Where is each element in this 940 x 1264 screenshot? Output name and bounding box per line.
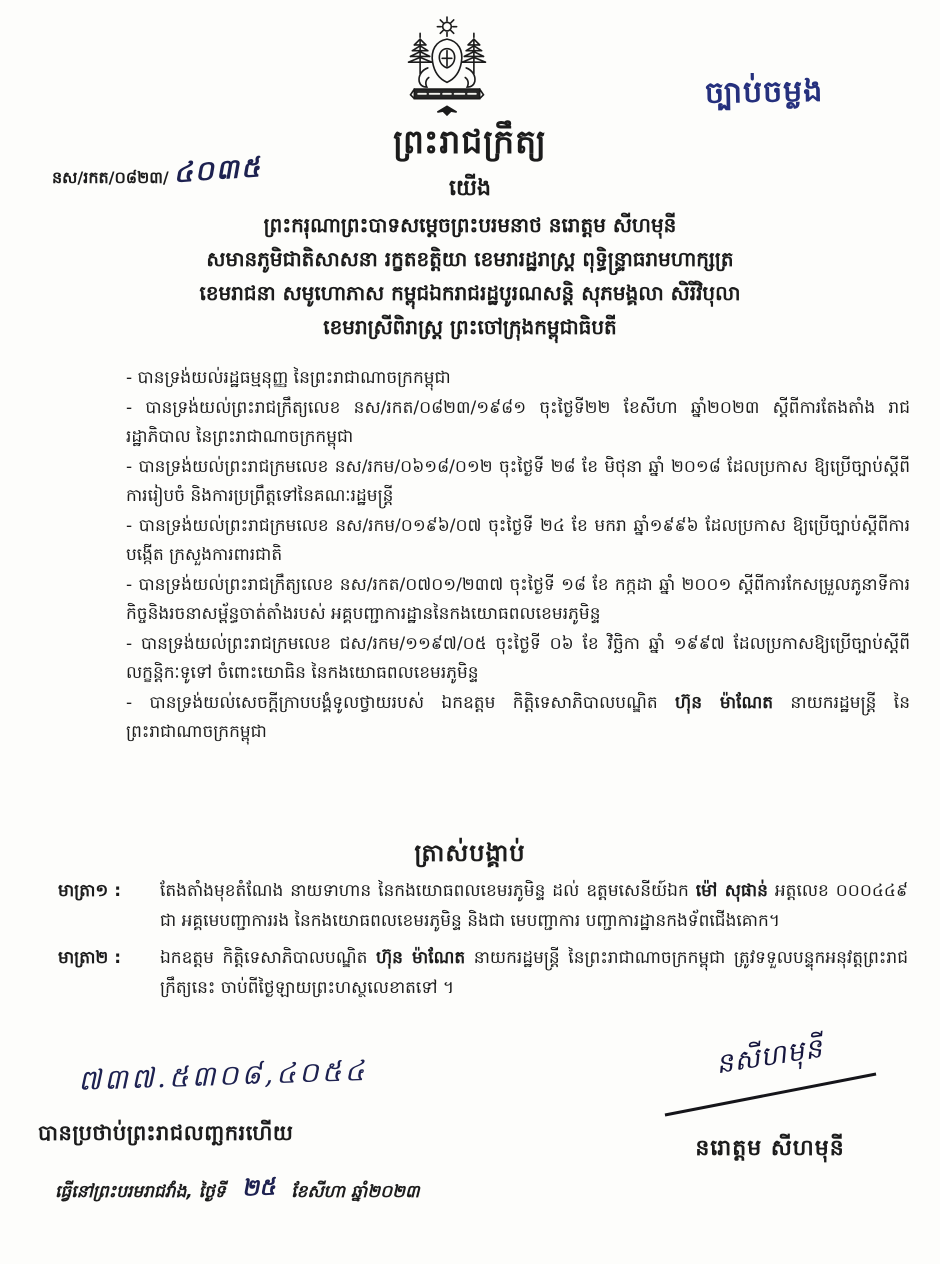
royal-title-line: ខេមរាស្រីពិរាស្ត្រ ព្រះចៅក្រុងកម្ពុជាធិបតី	[323, 315, 617, 339]
royal-title-line: សមានភូមិជាតិសាសនា រក្ខតខត្តិយា ខេមរារដ្ឋរាស្ត្រ ពុទ្ធិន្ទ្រាធរាមហាក្សត្រ	[206, 247, 734, 271]
prime-minister-name: ហ៊ុន ម៉ាណែត	[375, 948, 466, 968]
place-date-line	[55, 1173, 420, 1209]
central-shield	[432, 39, 462, 82]
article-1	[58, 876, 908, 936]
motto-banner	[411, 89, 484, 99]
appointee-name: ម៉ៅ សុផាន់	[695, 881, 768, 901]
sun-rays	[437, 17, 456, 36]
royal-signature-script: នសីហមុនី	[713, 1032, 826, 1081]
seal-affixed-statement: បានប្រថាប់ព្រះរាជលញ្ឆករហើយ	[38, 1121, 294, 1145]
article-1-pre: តែងតាំងមុខតំណែង នាយទាហាន នៃកងយោធពលខេមរភូមិន្ទ ដល់ ឧត្តមសេនីយ៍ឯក	[160, 881, 696, 901]
preamble-item7-pre: - បានទ្រង់យល់សេចក្តីក្រាបបង្គំទូលថ្វាយរបស់ ឯកឧត្តម កិត្តិទេសាភិបាលបណ្ឌិត	[126, 693, 676, 713]
articles-block	[58, 876, 908, 1010]
royal-titles-block	[0, 208, 940, 344]
article-1-text	[160, 876, 908, 936]
decree-heading: ត្រាស់បង្គាប់	[414, 839, 526, 867]
prime-minister-name: ហ៊ុន ម៉ាណែត	[675, 693, 774, 713]
royal-we-label: យើង	[449, 176, 491, 201]
place-date-prefix: ធ្វើនៅព្រះបរមរាជវាំង, ថ្ងៃទី	[55, 1182, 226, 1202]
preamble-item: - បានទ្រង់យល់ព្រះរាជក្រមលេខ នស/រកម/០១៩៦/០៧ ចុះថ្ងៃទី ២៤ ខែ មករា ឆ្នាំ១៩៩៦ ដែលប្រកាស ឱ្យប្រើច្បាប់ស្តីពីការបង្កើត ក្រសួងការពារជាតិ	[126, 516, 910, 565]
article-1-label: មាត្រា១ :	[58, 881, 122, 901]
place-date-suffix: ខែសីហា ឆ្នាំ២០២៣	[291, 1182, 420, 1202]
preamble-item	[126, 689, 910, 747]
article-2-label: មាត្រា២ :	[58, 948, 122, 968]
preamble-item: - បានទ្រង់យល់ព្រះរាជក្រមលេខ នស/រកម/០៦១៨/០១២ ចុះថ្ងៃទី ២៨ ខែ មិថុនា ឆ្នាំ ២០១៨ ដែលប្រកាស ឱ្យប្រើច្បាប់ស្តីពីការរៀបចំ និងការប្រព្រឹត្តទៅនៃគណៈរដ្ឋមន្ត្រី	[126, 457, 910, 506]
preamble-item: - បានទ្រង់យល់ព្រះរាជក្រឹត្យលេខ នស/រកត/០៨២៣/១៩៨១ ចុះថ្ងៃទី២២ ខែសីហា ឆ្នាំ២០២៣ ស្តីពីការតែងតាំង រាជរដ្ឋាភិបាល នៃព្រះរាជាណាចក្រកម្ពុជា	[126, 398, 910, 447]
article-2-pre: ឯកឧត្តម កិត្តិទេសាភិបាលបណ្ឌិត	[160, 948, 376, 968]
article-2-text	[160, 943, 908, 1003]
certified-copy-stamp: ច្បាប់ចម្លង	[704, 73, 824, 111]
article-2-post: នាយករដ្ឋមន្ត្រី នៃព្រះរាជាណាចក្រកម្ពុជា ត្រូវទទួលបន្ទុកអនុវត្តព្រះរាជក្រឹត្យនេះ ចាប់ពីថ្ងៃឡាយព្រះហស្ថលេខាតទៅ ។	[160, 948, 908, 998]
article-1-post: អត្តលេខ ០០០៤៤៩ ជា អគ្គមេបញ្ជាការរង នៃកងយោធពលខេមរភូមិន្ទ និងជា មេបញ្ជាការ បញ្ជាការដ្ឋានកងទ័ពជើងគោក។	[160, 881, 908, 931]
registry-handwritten-number: ៧៣៧.៥៣០៨,៤០៥៤	[77, 1053, 368, 1098]
reference-prefix: នស/រកត/០៨២៣/	[52, 168, 169, 187]
preamble-block	[126, 364, 910, 748]
document-title: ព្រះរាជក្រឹត្យ	[393, 122, 547, 161]
preamble-item: - បានទ្រង់យល់រដ្ឋធម្មនុញ្ញ នៃព្រះរាជាណាចក្រកម្ពុជា	[126, 368, 451, 388]
royal-title-line: ខេមរាជនា សមូហោភាស កម្ពុជឯករាជរដ្ឋបូរណសន្តិ សុភមង្គលា សិរីវិបុលា	[199, 281, 741, 305]
reference-handwritten-number: ៤០៣៥	[172, 151, 264, 190]
preamble-item: - បានទ្រង់យល់ព្រះរាជក្រឹត្យលេខ នស/រកត/០៧០១/២៣៧ ចុះថ្ងៃទី ១៨ ខែ កក្កដា ឆ្នាំ ២០០១ ស្តីពីការកែសម្រួលភូនាទីការកិច្ចនិងរចនាសម្ព័ន្ធចាត់តាំងរបស់ អគ្គបញ្ជាការដ្ឋាននៃកងយោធពលខេមរភូមិន្ទ	[126, 575, 910, 624]
base-bird	[437, 106, 456, 115]
preamble-item: - បានទ្រង់យល់ព្រះរាជក្រមលេខ ជស/រកម/១១៩៧/០៥ ចុះថ្ងៃទី ០៦ ខែ វិច្ឆិកា ឆ្នាំ ១៩៩៧ ដែលប្រកាសឱ្យប្រើច្បាប់ស្តីពីលក្ខន្តិកៈទូទៅ ចំពោះយោធិន នៃកងយោធពលខេមរភូមិន្ទ	[126, 634, 910, 683]
royal-arms-icon	[399, 10, 495, 122]
preamble-item7-post: នាយករដ្ឋមន្ត្រី នៃព្រះរាជាណាចក្រកម្ពុជា	[126, 693, 910, 742]
lion-supporters	[419, 68, 475, 87]
article-2	[58, 943, 908, 1003]
royal-title-line: ព្រះករុណាព្រះបាទសម្តេចព្រះបរមនាថ នរោត្តម សីហមុនី	[263, 213, 677, 237]
signer-name: នរោត្តម សីហមុនី	[695, 1136, 845, 1161]
signature-block	[640, 1032, 900, 1166]
handwritten-day: ២៥	[240, 1173, 276, 1202]
